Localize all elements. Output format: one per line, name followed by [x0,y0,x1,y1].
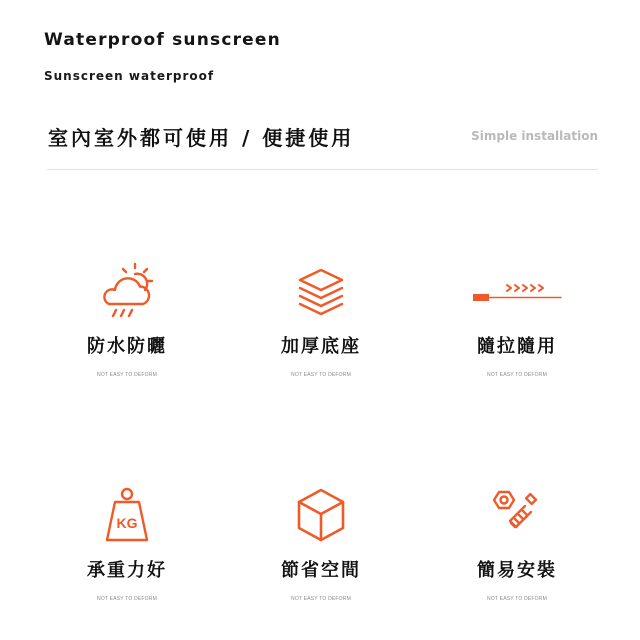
pull-arrow-icon [467,260,567,324]
cloud-sun-rain-icon [95,260,159,324]
box-icon [289,484,353,548]
feature-item [226,260,416,378]
feature-label: 隨拉隨用 [477,336,557,357]
feature-label: 節省空間 [281,560,361,581]
page-subtitle: Sunscreen waterproof [44,69,215,83]
feature-caption: NOT EASY TO DEFORM [97,596,157,602]
feature-caption: NOT EASY TO DEFORM [291,372,351,378]
feature-caption: NOT EASY TO DEFORM [487,596,547,602]
feature-label: 防水防曬 [87,336,167,357]
kg-weight-icon [95,484,159,548]
feature-label: 加厚底座 [281,336,361,357]
feature-item [32,260,222,378]
feature-item [32,484,222,602]
headline-tag: Simple installation [471,129,598,143]
feature-item [422,484,612,602]
feature-item [422,260,612,378]
headline: 室內室外都可使用 / 便捷使用 [48,126,355,150]
layers-icon [289,260,353,324]
bolt-nut-icon [485,484,549,548]
feature-caption: NOT EASY TO DEFORM [97,372,157,378]
svg-text:KG: KG [116,515,138,531]
feature-item [226,484,416,602]
divider [47,169,598,170]
feature-caption: NOT EASY TO DEFORM [487,372,547,378]
feature-caption: NOT EASY TO DEFORM [291,596,351,602]
feature-label: 承重力好 [87,560,167,581]
feature-label: 簡易安裝 [477,560,557,581]
page-title: Waterproof sunscreen [44,30,281,50]
